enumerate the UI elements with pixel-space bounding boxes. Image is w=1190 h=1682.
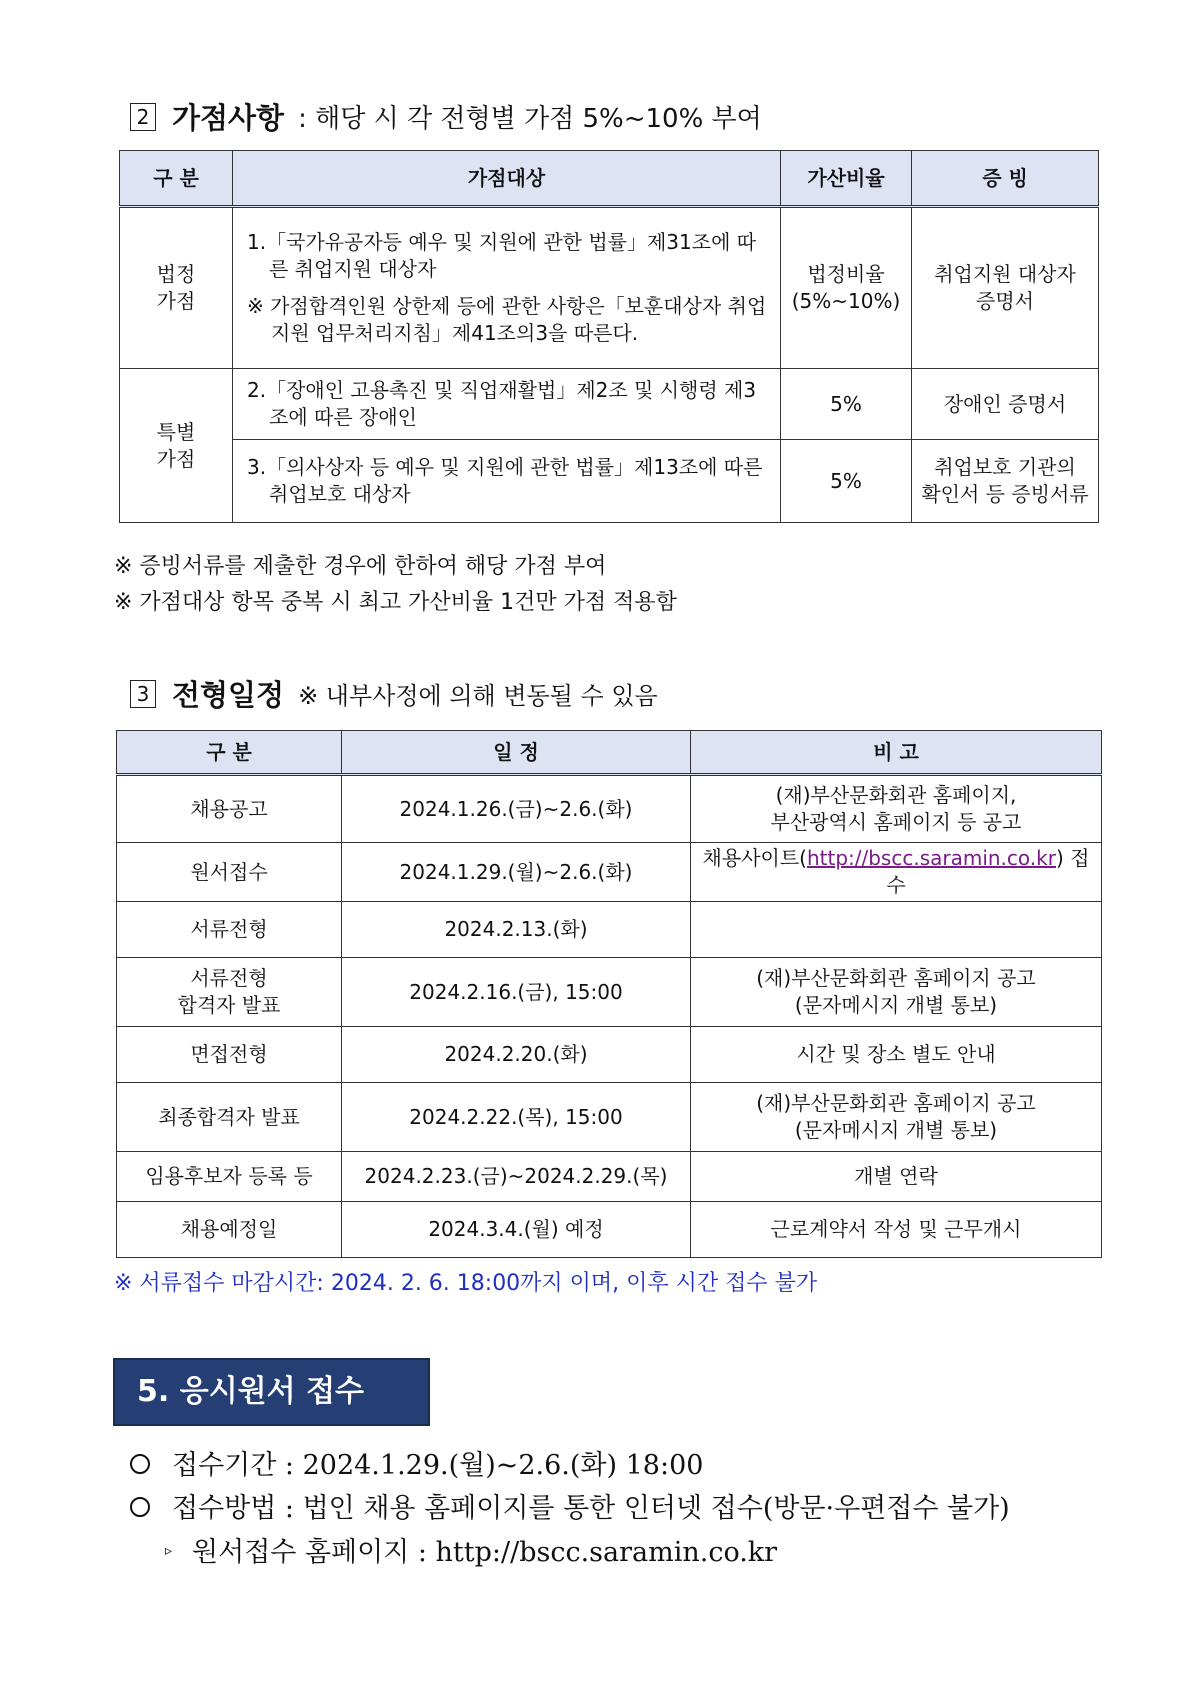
schedule-header-date: 일 정	[342, 731, 691, 775]
saramin-link[interactable]: http://bscc.saramin.co.kr	[806, 846, 1056, 870]
schedule-date: 2024.3.4.(월) 예정	[342, 1202, 691, 1258]
schedule-date: 2024.2.20.(화)	[342, 1027, 691, 1083]
application-method: 접수방법 : 법인 채용 홈페이지를 통한 인터넷 접수(방문·우편접수 불가)	[172, 1493, 1010, 1524]
list-item	[165, 1530, 777, 1569]
schedule-remark	[691, 843, 1102, 902]
schedule-date: 2024.2.22.(목), 15:00	[342, 1083, 691, 1152]
schedule-name: 최종합격자 발표	[117, 1083, 342, 1152]
bonus-note-2: ※ 가점대상 항목 중복 시 최고 가산비율 1건만 가점 적용함	[114, 590, 677, 615]
bonus-notes	[114, 549, 677, 621]
bonus-header-proof: 증 빙	[912, 151, 1099, 207]
circle-bullet-icon	[130, 1497, 150, 1517]
schedule-remark: 근로계약서 작성 및 근무개시	[691, 1202, 1102, 1258]
schedule-name: 채용예정일	[117, 1202, 342, 1258]
special-proof-2: 취업보호 기관의 확인서 등 증빙서류	[912, 440, 1099, 523]
table-row	[120, 207, 1099, 369]
table-row	[120, 440, 1099, 523]
schedule-section-title	[130, 673, 658, 714]
schedule-header-category: 구 분	[117, 731, 342, 775]
legal-item: 1.「국가유공자등 예우 및 지원에 관한 법률」제31조에 따른 취업지원 대상자	[247, 230, 757, 281]
application-banner: 5. 응시원서 접수	[113, 1358, 430, 1426]
schedule-title: 전형일정	[172, 678, 285, 712]
schedule-name: 채용공고	[117, 775, 342, 843]
bonus-section-title	[130, 96, 762, 137]
special-rate-1: 5%	[781, 369, 912, 440]
table-row	[120, 369, 1099, 440]
table-row	[117, 1027, 1102, 1083]
list-item	[130, 1486, 1010, 1525]
schedule-date: 2024.2.16.(금), 15:00	[342, 958, 691, 1027]
schedule-table	[116, 730, 1102, 1258]
schedule-name: 서류전형	[117, 902, 342, 958]
application-period: 접수기간 : 2024.1.29.(월)~2.6.(화) 18:00	[172, 1450, 704, 1481]
schedule-date: 2024.1.29.(월)~2.6.(화)	[342, 843, 691, 902]
schedule-header-remark: 비 고	[691, 731, 1102, 775]
remark-prefix: 채용사이트(	[702, 846, 807, 870]
schedule-remark: 개별 연락	[691, 1152, 1102, 1202]
schedule-date: 2024.2.13.(화)	[342, 902, 691, 958]
special-item-1-cell	[233, 369, 781, 440]
schedule-date: 2024.2.23.(금)~2024.2.29.(목)	[342, 1152, 691, 1202]
bonus-note-1: ※ 증빙서류를 제출한 경우에 한하여 해당 가점 부여	[114, 554, 607, 579]
application-homepage: 원서접수 홈페이지 : http://bscc.saramin.co.kr	[192, 1537, 778, 1568]
schedule-name: 서류전형 합격자 발표	[117, 958, 342, 1027]
legal-proof: 취업지원 대상자 증명서	[912, 207, 1099, 369]
bonus-subtitle: : 해당 시 각 전형별 가점 5%~10% 부여	[298, 104, 762, 134]
bonus-header-category: 구 분	[120, 151, 233, 207]
table-row	[117, 958, 1102, 1027]
schedule-name: 임용후보자 등록 등	[117, 1152, 342, 1202]
schedule-remark: (재)부산문화회관 홈페이지 공고 (문자메시지 개별 통보)	[691, 958, 1102, 1027]
special-item-2: 3.「의사상자 등 예우 및 지원에 관한 법률」제13조에 따른 취업보호 대상자	[247, 455, 763, 506]
schedule-deadline-note: ※ 서류접수 마감시간: 2024. 2. 6. 18:00까지 이며, 이후 시간 접수 불가	[114, 1271, 818, 1296]
schedule-remark: (재)부산문화회관 홈페이지, 부산광역시 홈페이지 등 공고	[691, 775, 1102, 843]
list-item	[130, 1443, 703, 1482]
schedule-remark: 시간 및 장소 별도 안내	[691, 1027, 1102, 1083]
bonus-header-target: 가점대상	[233, 151, 781, 207]
schedule-date: 2024.1.26.(금)~2.6.(화)	[342, 775, 691, 843]
triangle-bullet-icon: ▹	[165, 1542, 173, 1559]
bonus-title: 가점사항	[172, 101, 285, 135]
circle-bullet-icon	[130, 1454, 150, 1474]
special-item-2-cell	[233, 440, 781, 523]
legal-note: ※ 가점합격인원 상한제 등에 관한 사항은「보훈대상자 취업지원 업무처리지침」제41조의3을 따른다.	[247, 294, 767, 345]
schedule-remark: (재)부산문화회관 홈페이지 공고 (문자메시지 개별 통보)	[691, 1083, 1102, 1152]
remark-suffix: ) 접수	[886, 846, 1090, 897]
section-number-box: 3	[130, 680, 156, 708]
special-category: 특별 가점	[120, 369, 233, 523]
table-row	[117, 1202, 1102, 1258]
legal-target-cell	[233, 207, 781, 369]
bonus-header-rate: 가산비율	[781, 151, 912, 207]
table-row	[117, 1083, 1102, 1152]
table-row	[117, 843, 1102, 902]
bonus-table	[119, 150, 1099, 523]
legal-rate: 법정비율 (5%~10%)	[781, 207, 912, 369]
table-row	[117, 1152, 1102, 1202]
special-proof-1: 장애인 증명서	[912, 369, 1099, 440]
schedule-subtitle: ※ 내부사정에 의해 변동될 수 있음	[298, 682, 658, 710]
schedule-name: 원서접수	[117, 843, 342, 902]
special-rate-2: 5%	[781, 440, 912, 523]
section-number-box: 2	[130, 103, 156, 131]
table-row	[117, 902, 1102, 958]
special-item-1: 2.「장애인 고용촉진 및 직업재활법」제2조 및 시행령 제3조에 따른 장애인	[247, 378, 757, 429]
schedule-remark	[691, 902, 1102, 958]
table-row	[117, 775, 1102, 843]
legal-category: 법정 가점	[120, 207, 233, 369]
schedule-name: 면접전형	[117, 1027, 342, 1083]
